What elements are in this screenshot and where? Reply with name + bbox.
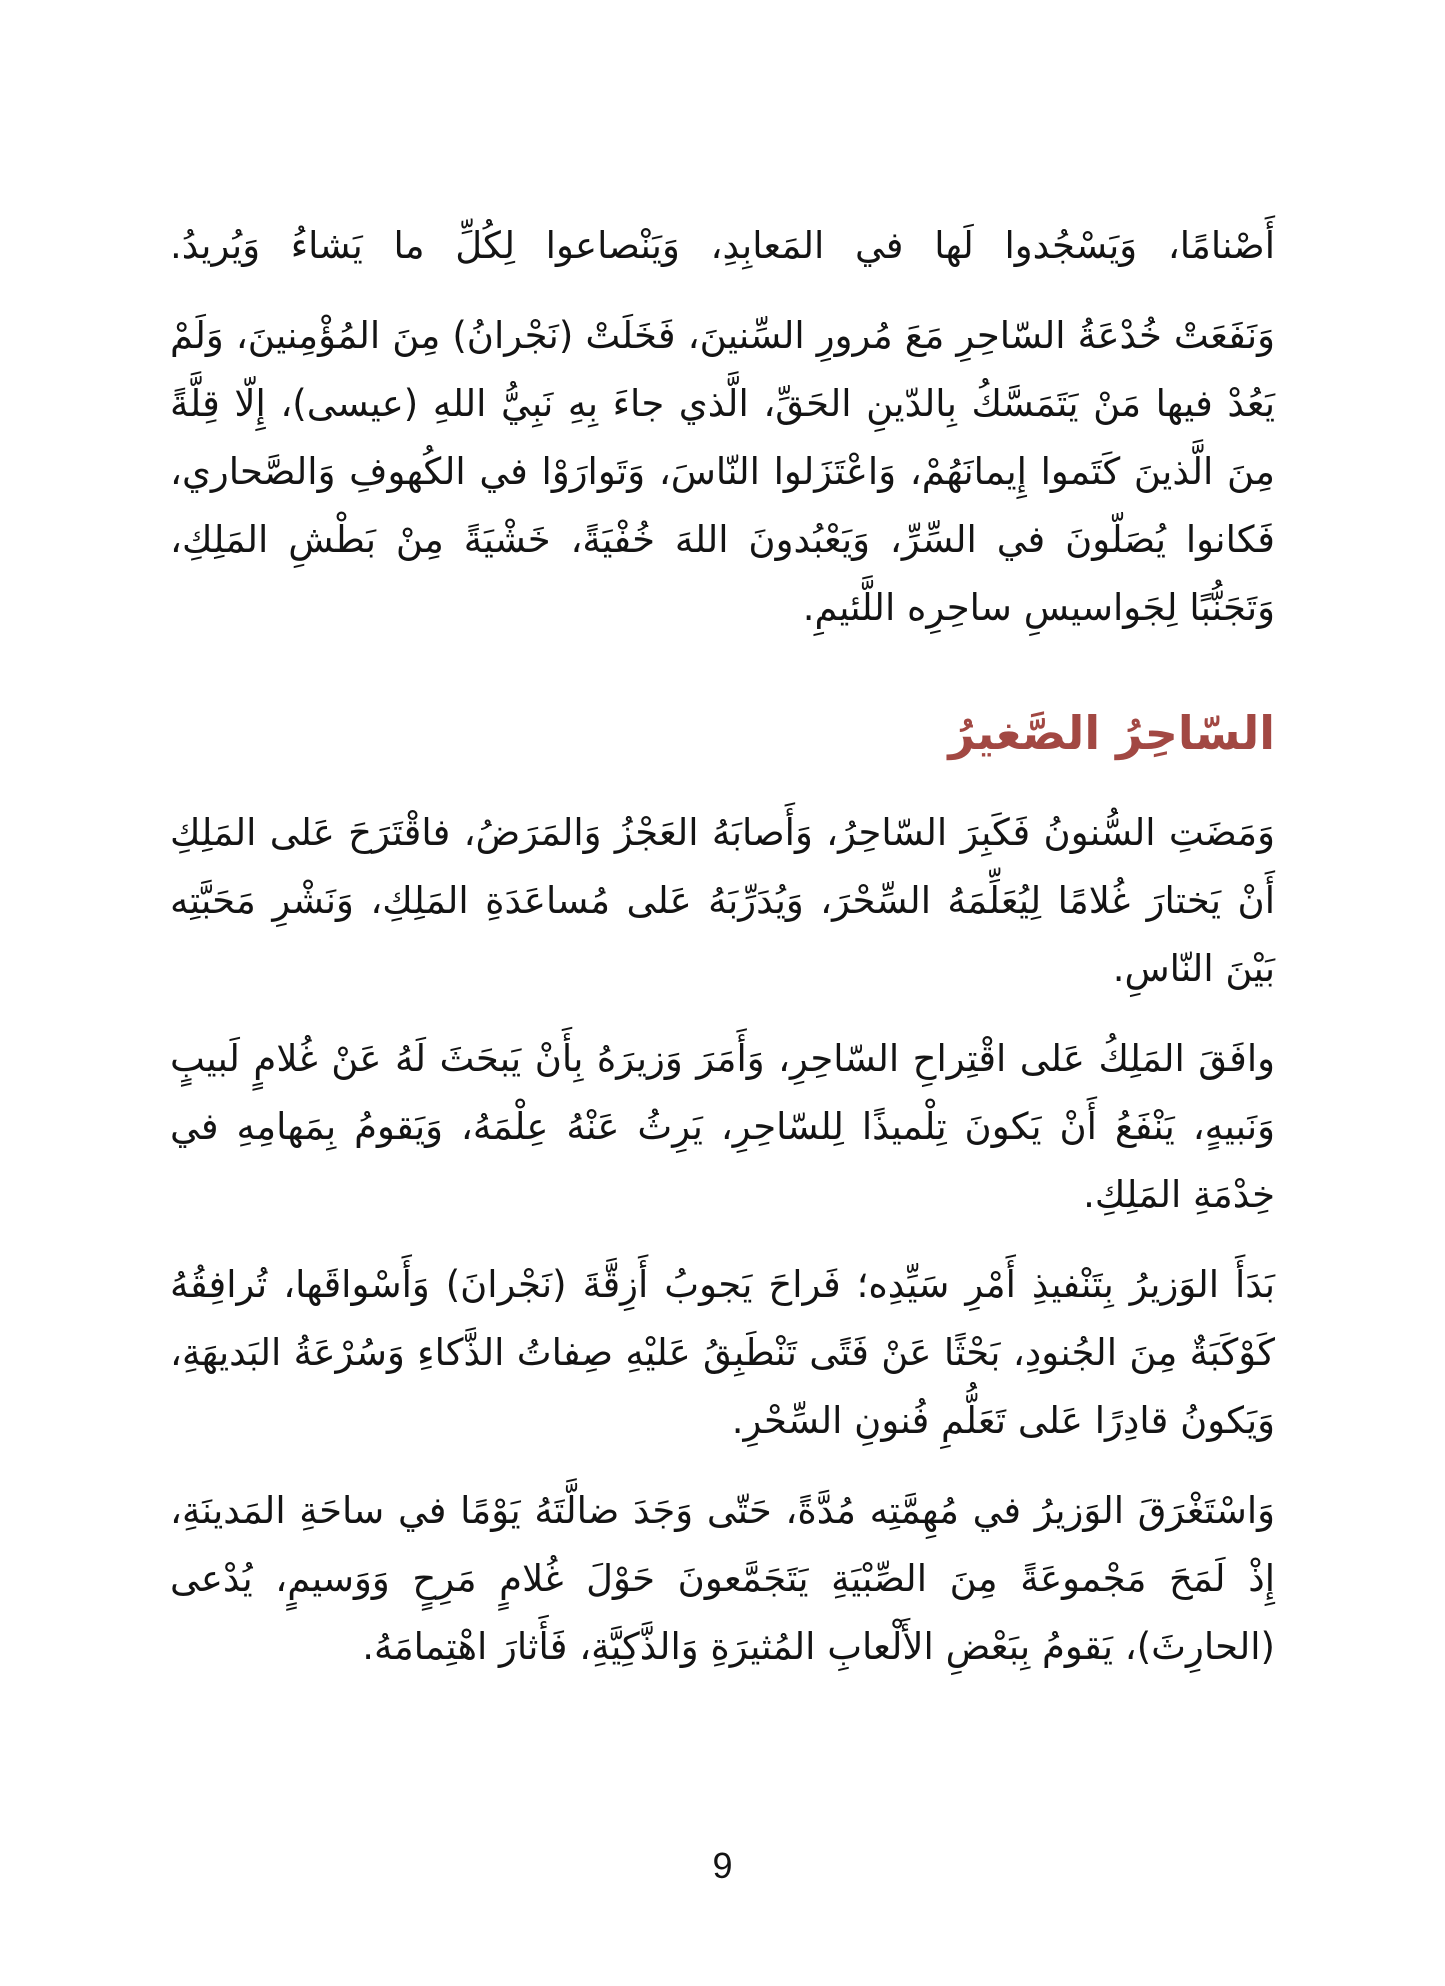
page-number: 9 bbox=[712, 1845, 733, 1886]
section-paragraph: وافَقَ المَلِكُ عَلى اقْتِراحِ السّاحِرِ، وَأَمَرَ وَزيرَهُ بِأَنْ يَبحَثَ لَهُ عَنْ غُلامٍ لَبيبٍ وَنَبيهٍ، يَنْفَعُ أَنْ يَكونَ تِلْميذًا لِلسّاحِرِ، يَرِثُ عَنْهُ عِلْمَهُ، وَيَقومُ بِمَهامِهِ في خِدْمَةِ المَلِكِ. bbox=[170, 1037, 1275, 1216]
intro-paragraph: أَصْنامًا، وَيَسْجُدوا لَها في المَعابِدِ، وَيَنْصاعوا لِكُلِّ ما يَشاءُ وَيُريدُ. bbox=[170, 224, 1275, 267]
page-text-block bbox=[170, 0, 1275, 1703]
section-paragraph: وَاسْتَغْرَقَ الوَزيرُ في مُهِمَّتِه مُدَّةً، حَتّى وَجَدَ ضالَّتَهُ يَوْمًا في ساحَةِ المَدينَةِ، إِذْ لَمَحَ مَجْموعَةً مِنَ الصِّبْيَةِ يَتَجَمَّعونَ حَوْلَ غُلامٍ مَرِحٍ وَوَسيمٍ، يُدْعى (الحارِثَ)، يَقومُ بِبَعْضِ الأَلْعابِ المُثيرَةِ وَالذَّكِيَّةِ، فَأَثارَ اهْتِمامَهُ. bbox=[170, 1489, 1275, 1668]
section-heading: السّاحِرُ الصَّغيرُ bbox=[948, 706, 1275, 760]
section-paragraph: بَدَأَ الوَزيرُ بِتَنْفيذِ أَمْرِ سَيِّدِه؛ فَراحَ يَجوبُ أَزِقَّةَ (نَجْرانَ) وَأَسْواقَها، تُرافِقُهُ كَوْكَبَةٌ مِنَ الجُنودِ، بَحْثًا عَنْ فَتًى تَنْطَبِقُ عَليْهِ صِفاتُ الذَّكاءِ وَسُرْعَةُ البَديهَةِ، وَيَكونُ قادِرًا عَلى تَعَلُّمِ فُنونِ السِّحْرِ. bbox=[170, 1263, 1275, 1442]
intro-paragraph: وَنَفَعَتْ خُدْعَةُ السّاحِرِ مَعَ مُرورِ السِّنينَ، فَخَلَتْ (نَجْرانُ) مِنَ المُؤْمِنينَ، وَلَمْ يَعُدْ فيها مَنْ يَتَمَسَّكُ بِالدّينِ الحَقِّ، الَّذي جاءَ بِهِ نَبِيُّ اللهِ (عيسى)، إِلّا قِلَّةً مِنَ الَّذينَ كَتَموا إِيمانَهُمْ، وَاعْتَزَلوا النّاسَ، وَتَوارَوْا في الكُهوفِ وَالصَّحاري، فَكانوا يُصَلّونَ في السِّرِّ، وَيَعْبُدونَ اللهَ خُفْيَةً، خَشْيَةً مِنْ بَطْشِ المَلِكِ، وَتَجَنُّبًا لِجَواسيسِ ساحِرِه اللَّئيمِ. bbox=[170, 314, 1275, 629]
section-paragraph: وَمَضَتِ السُّنونُ فَكَبِرَ السّاحِرُ، وَأَصابَهُ العَجْزُ وَالمَرَضُ، فاقْتَرَحَ عَلى المَلِكِ أَنْ يَختارَ غُلامًا لِيُعَلِّمَهُ السِّحْرَ، وَيُدَرِّبَهُ عَلى مُساعَدَةِ المَلِكِ، وَنَشْرِ مَحَبَّتِه بَيْنَ النّاسِ. bbox=[170, 811, 1275, 990]
